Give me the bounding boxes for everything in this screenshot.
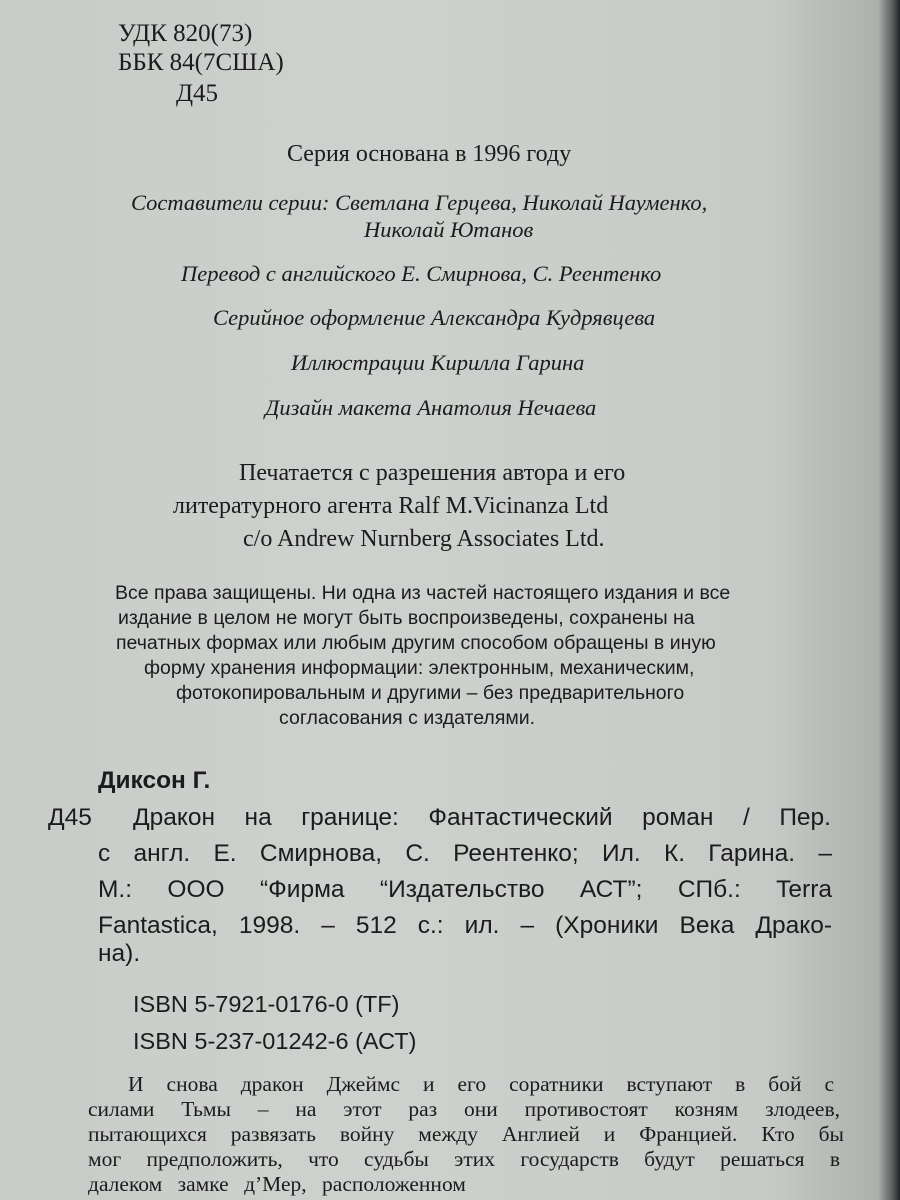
page-gutter-shadow <box>878 0 900 1200</box>
rights-line3: печатных формах или любым другим способом обращены в иную <box>116 632 716 654</box>
license-line3: c/o Andrew Nurnberg Associates Ltd. <box>243 526 605 552</box>
annotation-line5: далеком замке д’Мер, расположенном <box>88 1172 466 1196</box>
license-line1: Печатается с разрешения автора и его <box>239 460 626 486</box>
isbn-act: ISBN 5-237-01242-6 (АСТ) <box>133 1028 417 1054</box>
rights-line4: форму хранения информации: электронным, механическим, <box>144 657 695 679</box>
udk-code: УДК 820(73) <box>118 20 253 47</box>
rights-line2: издание в целом не могут быть воспроизведены, сохранены на <box>118 607 695 629</box>
annotation-line3: пытающихся развязать войну между Англией и Францией. Кто бы <box>88 1122 844 1146</box>
series-compilers-line1: Составители серии: Светлана Герцева, Николай Науменко, <box>131 190 708 215</box>
rights-line5: фотокопировальным и другими – без предварительного <box>176 682 685 704</box>
biblio-author-heading: Диксон Г. <box>98 767 211 794</box>
license-line2: литературного агента Ralf M.Vicinanza Ltd <box>173 493 609 519</box>
annotation-line2: силами Тьмы – на этот раз они противостоят козням злодеев, <box>88 1097 840 1121</box>
layout-design-credit: Дизайн макета Анатолия Нечаева <box>265 395 597 420</box>
isbn-tf: ISBN 5-7921-0176-0 (TF) <box>133 991 400 1017</box>
biblio-line5: на). <box>98 940 141 967</box>
biblio-line1: Дракон на границе: Фантастический роман / Пер. <box>133 804 831 831</box>
biblio-line3: М.: ООО “Фирма “Издательство АСТ”; СПб.: Terra <box>98 876 832 903</box>
biblio-line2: с англ. Е. Смирнова, С. Реентенко; Ил. К. Гарина. – <box>98 840 832 867</box>
rights-line1: Все права защищены. Ни одна из частей настоящего издания и все <box>115 582 731 604</box>
illustrations-credit: Иллюстрации Кирилла Гарина <box>291 350 585 375</box>
biblio-mark: Д45 <box>48 804 92 831</box>
series-compilers-line2: Николай Ютанов <box>364 217 534 242</box>
rights-line6: согласования с издателями. <box>279 707 536 729</box>
series-design-credit: Серийное оформление Александра Кудрявцева <box>213 305 656 330</box>
series-founded: Серия основана в 1996 году <box>287 141 572 167</box>
bbk-code: ББК 84(7США) <box>118 49 284 76</box>
biblio-line4: Fantastica, 1998. – 512 с.: ил. – (Хроники Века Драко- <box>98 912 832 939</box>
translation-credit: Перевод с английского Е. Смирнова, С. Реентенко <box>181 261 662 286</box>
annotation-line4: мог предположить, что судьбы этих государств будут решаться в <box>88 1147 840 1171</box>
annotation-line1: И снова дракон Джеймс и его соратники вступают в бой с <box>128 1072 834 1096</box>
author-mark: Д45 <box>176 80 219 107</box>
